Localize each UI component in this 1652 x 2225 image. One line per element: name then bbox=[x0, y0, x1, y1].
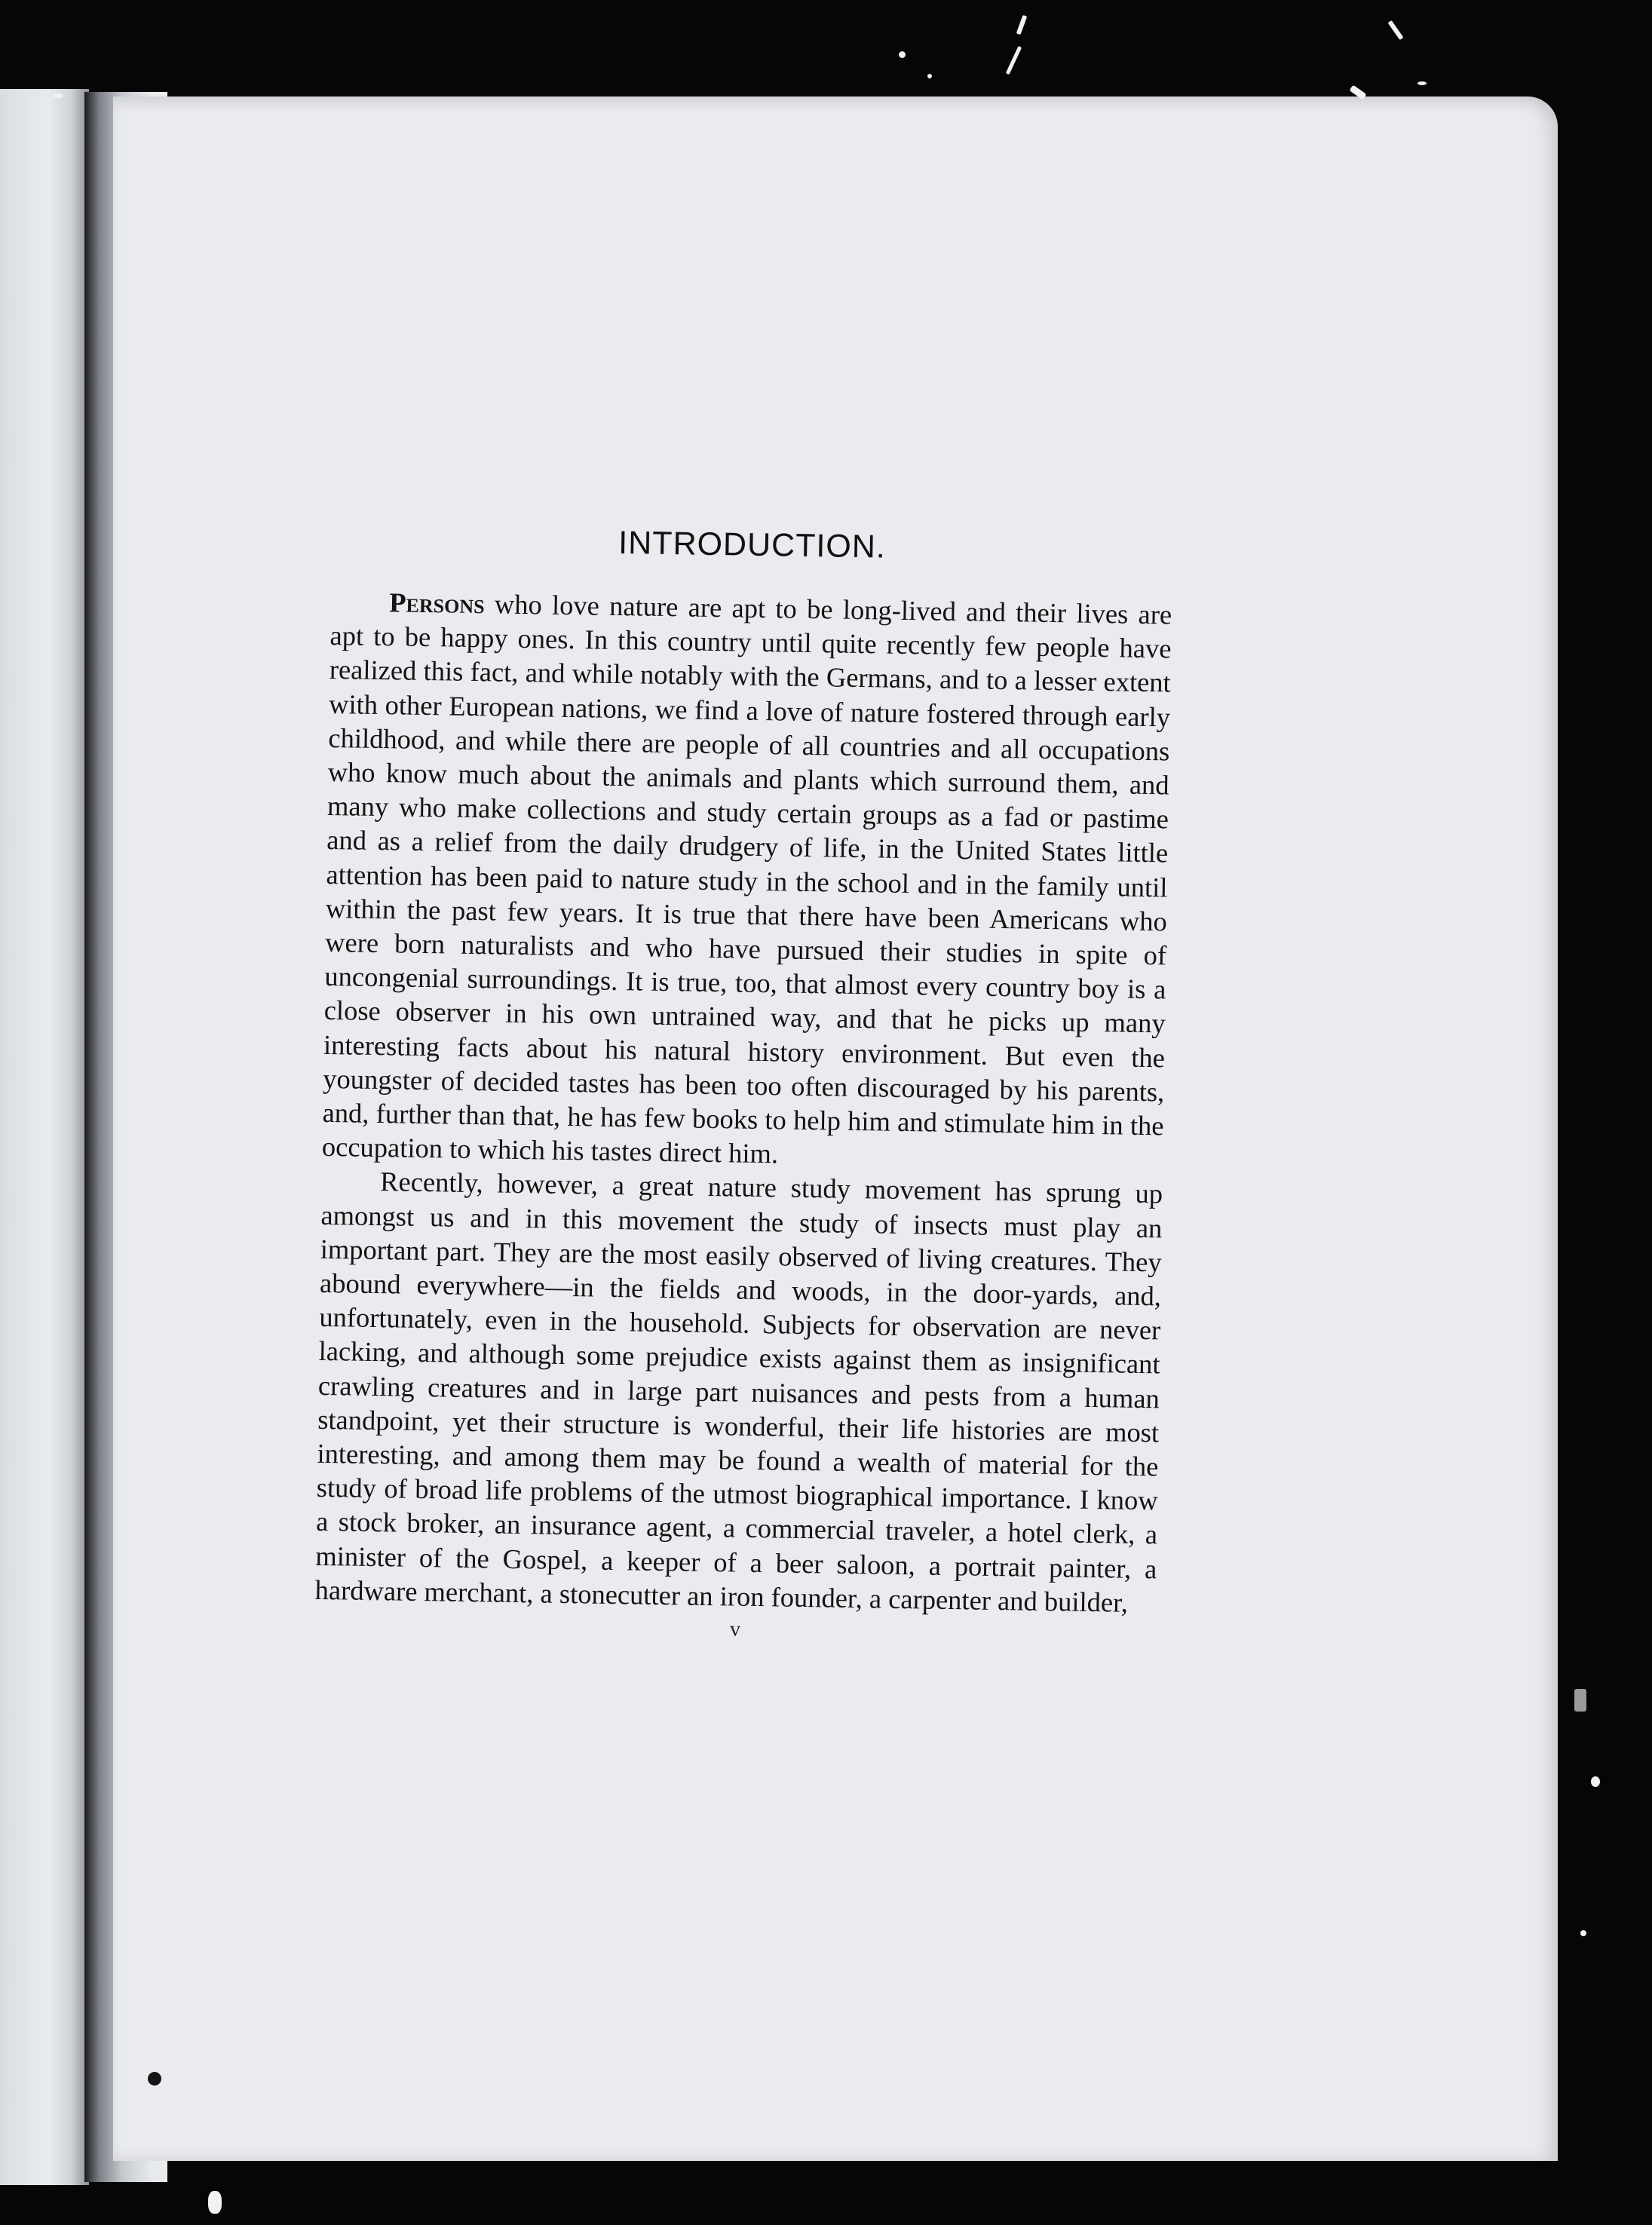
dust-speck bbox=[1388, 20, 1404, 40]
page-text-block bbox=[314, 520, 1173, 1648]
dust-speck bbox=[927, 74, 932, 78]
facing-page-edge bbox=[0, 89, 89, 2185]
page-number: v bbox=[729, 1617, 741, 1641]
chapter-title: INTRODUCTION. bbox=[618, 524, 887, 565]
binding-hole bbox=[148, 2072, 161, 2086]
dust-speck bbox=[208, 2191, 222, 2214]
dust-speck bbox=[1574, 1689, 1586, 1712]
dust-speck bbox=[1418, 81, 1427, 85]
drop-word: Persons bbox=[388, 587, 485, 620]
dust-speck bbox=[1016, 15, 1028, 35]
dust-speck bbox=[1006, 46, 1022, 75]
dust-speck bbox=[899, 51, 906, 58]
dust-speck bbox=[1580, 1930, 1586, 1936]
paragraph-2-text: Recently, however, a great nature study movement has sprung up amongst us and in this movement the study of insects must play an important part. They are the most easily observed of living creatures. They abound everywhere—in the fields and woods, in the door-yards, and, unfortunately, even in the household. Subjects for observation are never lacking, and although some prejudice exists against them as insignificant crawling creatures and in large part nuisances and pests from a human standpoint, yet their structure is wonderful, their life histories are most interesting, and among them may be found a wealth of material for the study of broad life problems of the utmost biographical importance. I know a stock broker, an insurance agent, a commercial traveler, a hotel clerk, a minister of the Gospel, a keeper of a beer saloon, a portrait painter, a hardware merchant, a stonecutter an iron founder, a carpenter and builder, bbox=[314, 1166, 1163, 1618]
paragraph-2 bbox=[314, 1163, 1163, 1620]
dust-speck bbox=[53, 93, 63, 98]
paragraph-1 bbox=[322, 584, 1172, 1177]
paragraph-1-text: who love nature are apt to be long-lived and their lives are apt to be happy ones. In this country until quite recently few people have realized this fact, and while notably with the Germans, and to a lesser extent with other European nations, we find a love of nature fostered through early childhood, and while there are people of all countries and all occupations who know much about the animals and plants which surround them, and many who make collections and study certain groups as a fad or pastime and as a relief from the daily drudgery of life, in the United States little attention has been paid to nature study in the school and in the family until within the past few years. It is true that there have been Americans who were born naturalists and who have pursued their studies in spite of uncongenial surroundings. It is true, too, that almost every country boy is a close observer in his own untrained way, and that he picks up many interesting facts about his natural history environment. But even the youngster of decided tastes has been too often discouraged by his parents, and, further than that, he has few books to help him and stimulate him in the occupation to which his tastes direct him. bbox=[321, 588, 1172, 1169]
dust-speck bbox=[1591, 1776, 1600, 1787]
